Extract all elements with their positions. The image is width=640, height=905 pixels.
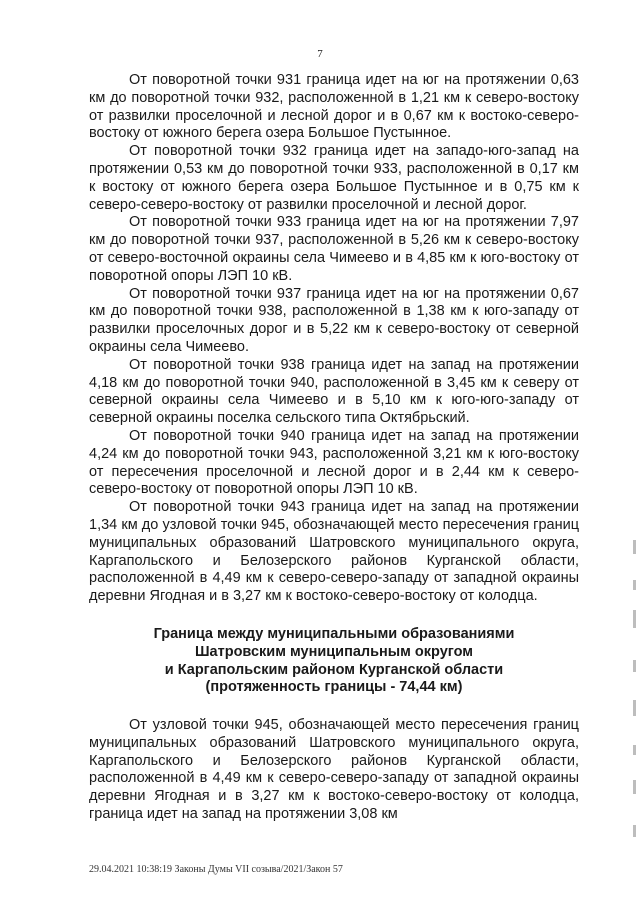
section-heading-line-2: Шатровским муниципальным округом bbox=[194, 643, 474, 660]
footer-stamp: 29.04.2021 10:38:19 Законы Думы VII созыва/2021/Закон 57 bbox=[89, 864, 343, 875]
paragraph-point-931: От поворотной точки 931 граница идет на юг на протяжении 0,63 км до поворотной точки 932, расположенной в 1,21 км к северо-востоку от развилки проселочной и лесной дорог и в 0,67 км к востоко-северо-востоку от южного берега озера Большое Пустынное. bbox=[89, 72, 579, 142]
margin-scan-marks bbox=[628, 540, 636, 860]
paragraph-node-945: От узловой точки 945, обозначающей место пересечения границ муниципальных образований Шатровского муниципального округа, Каргапольского и Белозерского районов Курганской области, расположенной в 4,49 км к северо-северо-западу от западной окраины деревни Ягодная и в 3,27 км к востоко-северо-востоку от колодца, граница идет на запад на протяжении 3,08 км bbox=[89, 717, 579, 823]
section-heading-line-3: и Каргапольским районом Курганской области bbox=[164, 661, 504, 678]
paragraph-point-933: От поворотной точки 933 граница идет на юг на протяжении 7,97 км до поворотной точки 937, расположенной в 5,26 км к северо-востоку от северо-восточной окраины села Чимеево и в 4,85 км к юго-востоку от поворотной опоры ЛЭП 10 кВ. bbox=[89, 214, 579, 284]
section-heading-line-4: (протяженность границы - 74,44 км) bbox=[205, 679, 463, 696]
section-heading-line-1: Граница между муниципальными образованиями bbox=[153, 625, 515, 642]
document-body bbox=[89, 72, 579, 824]
paragraph-point-938: От поворотной точки 938 граница идет на запад на протяжении 4,18 км до поворотной точки 940, расположенной в 3,45 км к северу от северной окраины села Чимеево и в 5,10 км к юго-юго-западу от северной окраины поселка сельского типа Октябрьский. bbox=[89, 356, 579, 427]
paragraph-point-932: От поворотной точки 932 граница идет на западо-юго-запад на протяжении 0,53 км до поворотной точки 933, расположенной в 0,17 км к востоку от южного берега озера Большое Пустынное и в 0,75 км к северо-северо-востоку от развилки проселочной и лесной дорог. bbox=[89, 143, 579, 213]
paragraph-point-943: От поворотной точки 943 граница идет на запад на протяжении 1,34 км до узловой точки 945, обозначающей место пересечения границ муниципальных образований Шатровского муниципального округа, Каргапольского и Белозерского районов Курганской области, расположенной в 4,49 км к северо-северо-западу от западной окраины деревни Ягодная и в 3,27 км к востоко-северо-востоку от колодца. bbox=[89, 499, 579, 605]
paragraph-point-937: От поворотной точки 937 граница идет на юг на протяжении 0,67 км до поворотной точки 938, расположенной в 1,38 км к юго-западу от развилки проселочных дорог и в 5,22 км к северо-востоку от северной окраины села Чимеево. bbox=[89, 285, 579, 355]
paragraph-point-940: От поворотной точки 940 граница идет на запад на протяжении 4,24 км до поворотной точки 943, расположенной 3,21 км к юго-востоку от пересечения проселочной и лесной дорог и в 2,44 км к северо-северо-востоку от поворотной опоры ЛЭП 10 кВ. bbox=[89, 427, 579, 498]
section-heading bbox=[89, 626, 579, 697]
page-number: 7 bbox=[317, 48, 323, 60]
